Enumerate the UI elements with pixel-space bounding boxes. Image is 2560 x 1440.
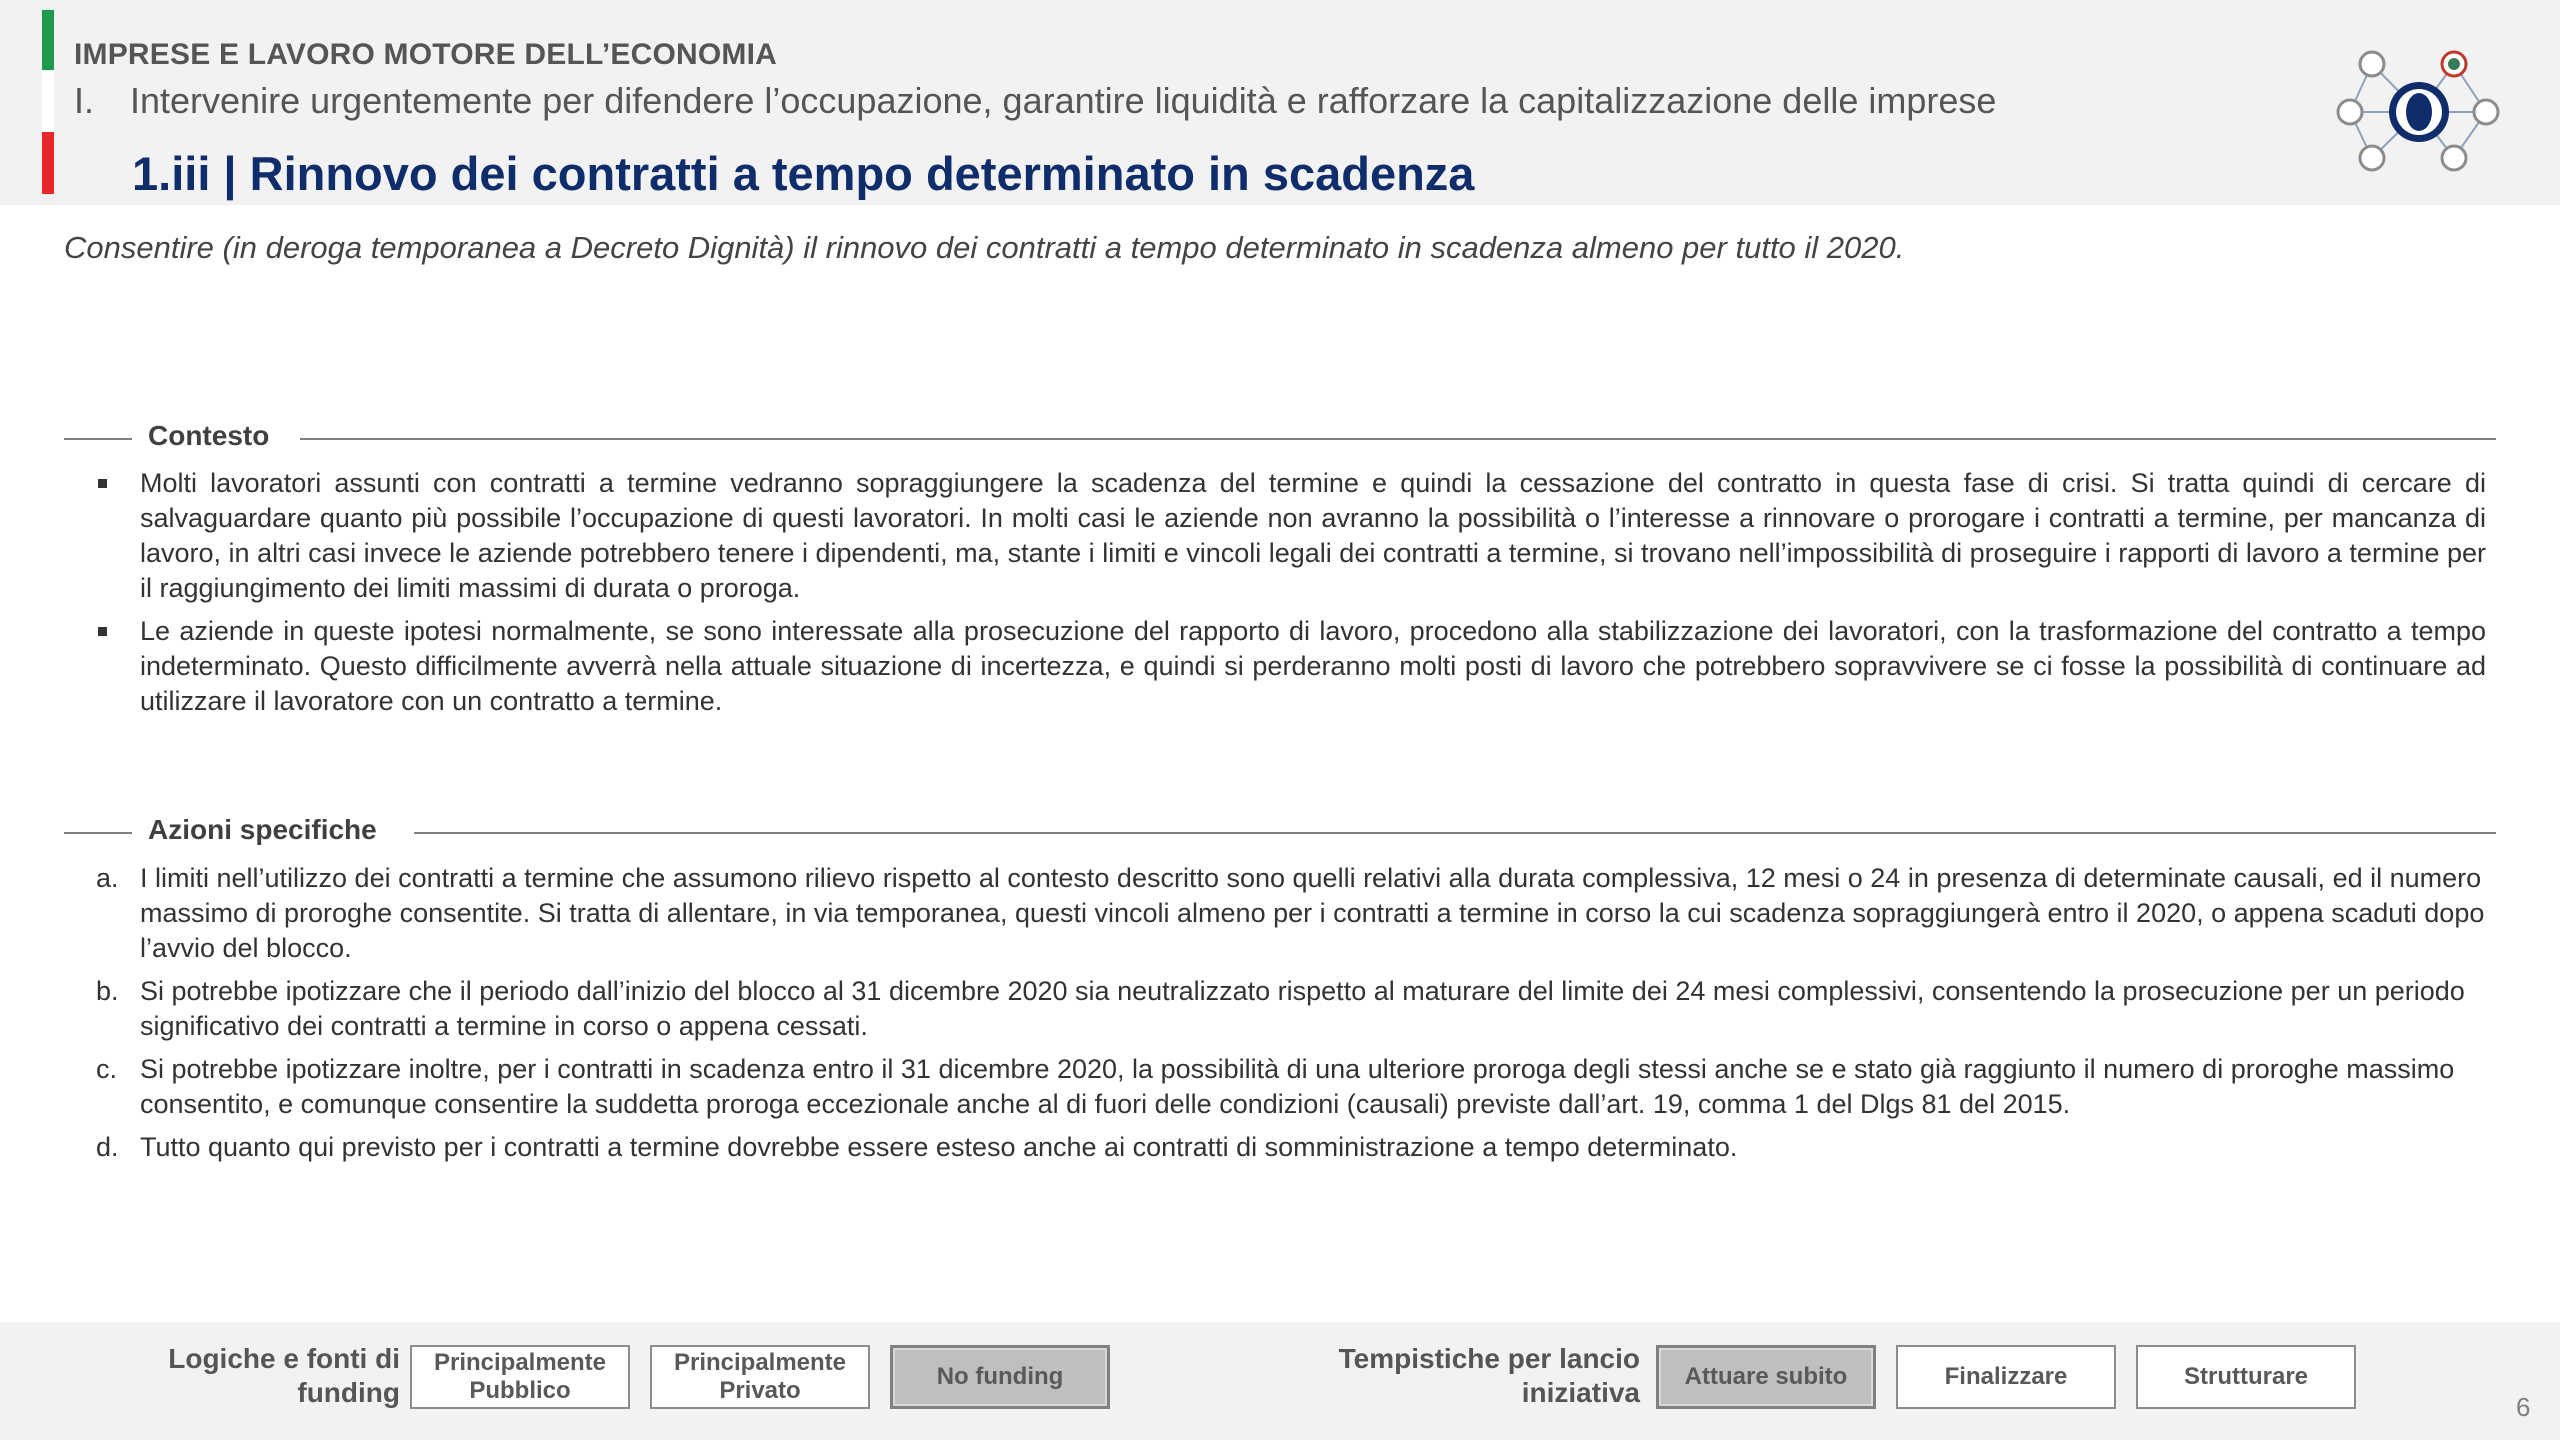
timing-label: Tempistiche per lancio iniziativa <box>1338 1343 1640 1408</box>
contesto-bullet: Molti lavoratori assunti con contratti a termine vedranno sopraggiungere la scadenza del termine e quindi la cessazione del contratto in questa fase di crisi. Si tratta quindi di cercare di salvaguardare quanto più possibile l’occupazione di questi lavoratori. In molti casi le aziende non avranno la possibilità o l’interesse a rinnovare o prorogare i contratti a termine, per mancanza di lavoro, in altri casi invece le aziende potrebbero tenere i dipendenti, ma, stante i limiti e vincoli legali dei contratti a termine, si trovano nell’impossibilità di proseguire i rapporti di lavoro a termine per il raggiungimento dei limiti massimi di durata o proroga. <box>96 466 2486 606</box>
chapter-subtitle-text: Intervenire urgentemente per difendere l’occupazione, garantire liquidità e rafforzare la capitalizzazione delle imprese <box>130 80 1997 121</box>
intro-statement: Consentire (in deroga temporanea a Decreto Dignità) il rinnovo dei contratti a tempo determinato in scadenza almeno per tutto il 2020. <box>64 230 1905 265</box>
flag-stripe-red <box>42 132 54 194</box>
network-logo-icon <box>2336 46 2502 176</box>
chapter-number: I. <box>74 80 95 121</box>
azione-item <box>96 974 2486 1044</box>
azione-marker: c. <box>96 1054 118 1084</box>
funding-option-privato[interactable]: Principalmente Privato <box>650 1345 870 1409</box>
azioni-section-header <box>64 812 2496 852</box>
divider-line <box>64 832 132 834</box>
chapter-subtitle <box>74 80 1996 122</box>
timing-option-attuare-subito[interactable]: Attuare subito <box>1656 1345 1876 1409</box>
funding-option-pubblico[interactable]: Principalmente Pubblico <box>410 1345 630 1409</box>
divider-line <box>414 832 2496 834</box>
flag-stripe-white <box>42 70 54 132</box>
flag-stripe-green <box>42 10 54 70</box>
funding-option-no-funding[interactable]: No funding <box>890 1345 1110 1409</box>
divider-line <box>300 438 2496 440</box>
contesto-bullet: Le aziende in queste ipotesi normalmente, se sono interessate alla prosecuzione del rapporto di lavoro, procedono alla stabilizzazione dei lavoratori, con la trasformazione del contratto a tempo indeterminato. Questo difficilmente avverrà nella attuale situazione di incertezza, e quindi si perderanno molti posti di lavoro che potrebbero sopravvivere se ci fosse la possibilità di continuare ad utilizzare il lavoratore con un contratto a termine. <box>96 614 2486 719</box>
azioni-list <box>96 861 2486 1173</box>
divider-line <box>64 438 132 440</box>
page-title: 1.iii | Rinnovo dei contratti a tempo determinato in scadenza <box>132 147 1475 200</box>
contesto-bullet-list <box>96 466 2486 727</box>
azione-marker: d. <box>96 1132 119 1162</box>
page-number: 6 <box>2516 1392 2531 1422</box>
azione-marker: b. <box>96 976 119 1006</box>
timing-option-strutturare[interactable]: Strutturare <box>2136 1345 2356 1409</box>
azione-text: Tutto quanto qui previsto per i contratti a termine dovrebbe essere esteso anche ai contratti di somministrazione a tempo determinato. <box>140 1132 1738 1162</box>
section-kicker: IMPRESE E LAVORO MOTORE DELL’ECONOMIA <box>74 38 778 71</box>
azione-marker: a. <box>96 863 119 893</box>
contesto-section-header <box>64 418 2496 458</box>
azione-item <box>96 1130 2486 1165</box>
azioni-label: Azioni specifiche <box>148 814 377 845</box>
azione-item <box>96 1052 2486 1122</box>
azione-item <box>96 861 2486 966</box>
azione-text: Si potrebbe ipotizzare che il periodo dall’inizio del blocco al 31 dicembre 2020 sia neutralizzato rispetto al maturare del limite dei 24 mesi complessivi, consentendo la prosecuzione per un periodo significativo dei contratti a termine in corso o appena cessati. <box>140 976 2465 1041</box>
azione-text: Si potrebbe ipotizzare inoltre, per i contratti in scadenza entro il 31 dicembre 2020, la possibilità di una ulteriore proroga degli stessi anche se e stato già raggiunto il numero di proroghe massimo consentito, e comunque consentire la suddetta proroga eccezionale anche al di fuori delle condizioni (causali) previste dall’art. 19, comma 1 del Dlgs 81 del 2015. <box>140 1054 2455 1119</box>
contesto-label: Contesto <box>148 420 270 451</box>
funding-label: Logiche e fonti di funding <box>168 1343 400 1408</box>
timing-option-finalizzare[interactable]: Finalizzare <box>1896 1345 2116 1409</box>
azione-text: I limiti nell’utilizzo dei contratti a termine che assumono rilievo rispetto al contesto descritto sono quelli relativi alla durata complessiva, 12 mesi o 24 in presenza di determinate causali, ed il numero massimo di proroghe consentite. Si tratta di allentare, in via temporanea, questi vincoli almeno per i contratti a termine in corso la cui scadenza sopraggiungerà entro il 2020, o appena scaduti dopo l’avvio del blocco. <box>140 863 2485 963</box>
